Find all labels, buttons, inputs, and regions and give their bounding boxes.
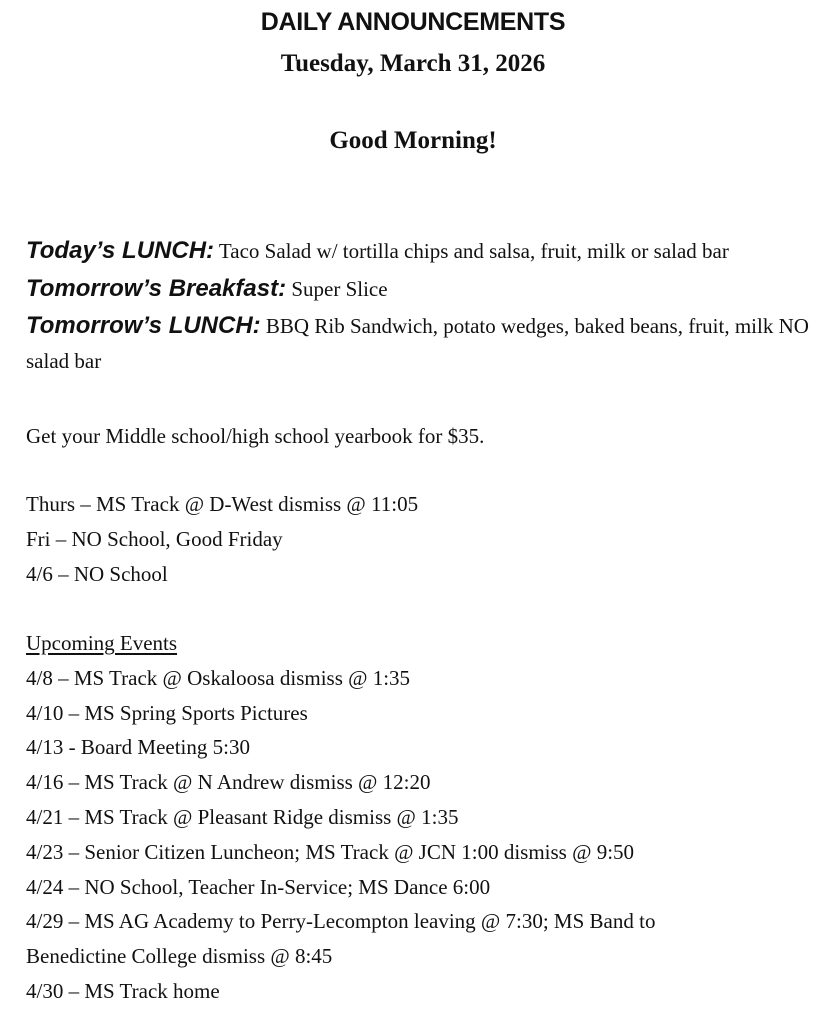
today-lunch-text: Taco Salad w/ tortilla chips and salsa, fruit, milk or salad bar <box>218 239 729 263</box>
greeting: Good Morning! <box>329 127 497 154</box>
list-item: 4/13 - Board Meeting 5:30 <box>26 735 250 760</box>
tomorrow-breakfast-text: Super Slice <box>291 277 388 301</box>
list-item: 4/10 – MS Spring Sports Pictures <box>26 700 308 725</box>
today-lunch-label: Today’s LUNCH: <box>26 237 215 264</box>
tomorrow-lunch-label: Tomorrow’s LUNCH: <box>26 312 261 339</box>
page-title: DAILY ANNOUNCEMENTS <box>260 8 566 36</box>
list-item: 4/6 – NO School <box>26 561 168 586</box>
yearbook-text: Get your Middle school/high school yearbook for $35. <box>26 424 485 448</box>
list-item: 4/30 – MS Track home <box>26 978 220 1003</box>
tomorrow-lunch-text: BBQ Rib Sandwich, potato wedges, baked beans, fruit, milk NO salad bar <box>26 314 809 373</box>
list-item: Thurs – MS Track @ D-West dismiss @ 11:05 <box>26 492 419 516</box>
tomorrow-lunch-line <box>26 308 816 379</box>
today-lunch-line <box>26 232 816 270</box>
upcoming-events-heading: Upcoming Events <box>26 631 178 655</box>
upcoming-events <box>26 626 816 1009</box>
list-item: 4/21 – MS Track @ Pleasant Ridge dismiss @ 1:35 <box>26 804 459 829</box>
list-item: Benedictine College dismiss @ 8:45 <box>26 944 333 969</box>
list-item: 4/23 – Senior Citizen Luncheon; MS Track @ JCN 1:00 dismiss @ 9:50 <box>26 839 635 864</box>
list-item: 4/8 – MS Track @ Oskaloosa dismiss @ 1:35 <box>26 665 411 690</box>
list-item: 4/16 – MS Track @ N Andrew dismiss @ 12:20 <box>26 770 431 795</box>
tomorrow-breakfast-label: Tomorrow’s Breakfast: <box>26 275 287 302</box>
announcement-date: Tuesday, March 31, 2026 <box>280 50 546 77</box>
list-item: 4/29 – MS AG Academy to Perry-Lecompton leaving @ 7:30; MS Band to <box>26 909 656 934</box>
this-week-list <box>26 487 816 591</box>
list-item: Fri – NO School, Good Friday <box>26 526 283 551</box>
meal-menu <box>26 232 816 379</box>
tomorrow-breakfast-line <box>26 270 816 308</box>
list-item: 4/24 – NO School, Teacher In-Service; MS Dance 6:00 <box>26 874 491 899</box>
yearbook-notice <box>26 419 816 454</box>
